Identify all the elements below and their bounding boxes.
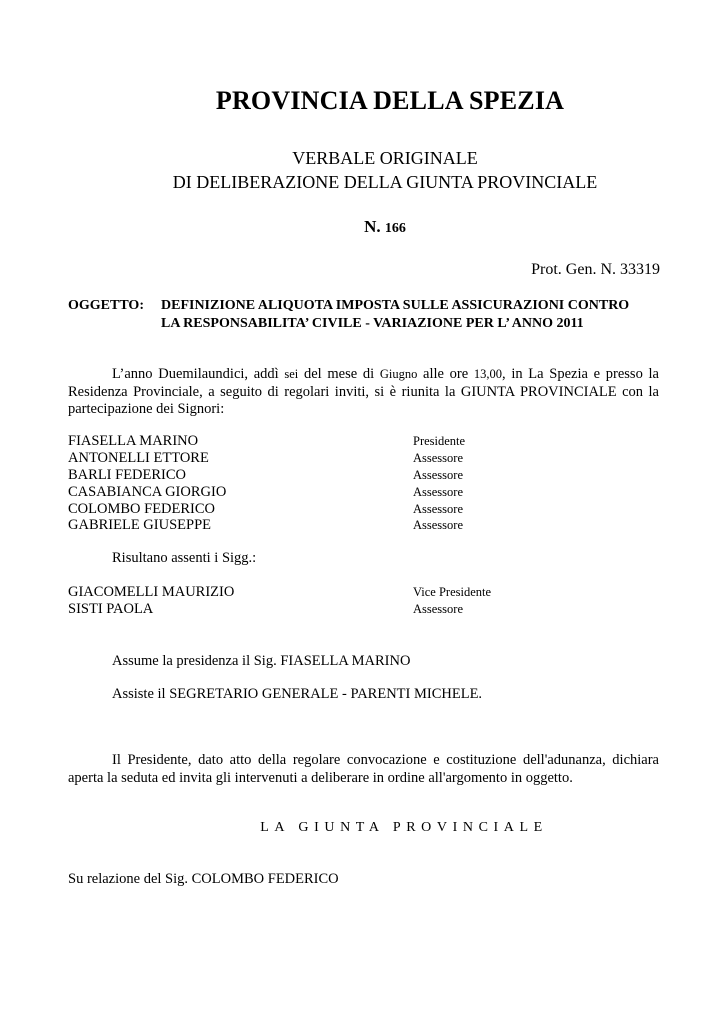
document-subtitle-line1: VERBALE ORIGINALE — [292, 148, 478, 168]
secretary-statement: Assiste il SEGRETARIO GENERALE - PARENTI MICHELE. — [112, 686, 483, 702]
present-member-name: CASABIANCA GIORGIO — [68, 484, 227, 500]
present-member-name: BARLI FEDERICO — [68, 467, 187, 483]
absent-member-role: Vice Presidente — [413, 585, 492, 599]
intro-paragraph — [68, 366, 659, 419]
present-member-role: Presidente — [413, 434, 466, 448]
present-member-role: Assessore — [413, 502, 463, 516]
present-member-role: Assessore — [413, 468, 463, 482]
number-value: 166 — [384, 221, 406, 236]
opening-line1: Il Presidente, dato atto della regolare convocazione e costituzione dell'adunanza, dichiara — [112, 752, 659, 768]
intro-text-e: alle ore — [417, 366, 474, 382]
subject-line2: LA RESPONSABILITA’ CIVILE - VARIAZIONE PER L’ ANNO 2011 — [161, 316, 584, 331]
absent-member-name: SISTI PAOLA — [68, 601, 154, 617]
protocol-number: Prot. Gen. N. 33319 — [531, 261, 660, 278]
present-member-name: ANTONELLI ETTORE — [68, 450, 209, 466]
present-member-role: Assessore — [413, 518, 463, 532]
present-member-name: COLOMBO FEDERICO — [68, 501, 216, 517]
present-member-role: Assessore — [413, 485, 463, 499]
number-label: N. — [364, 217, 381, 236]
presidency-statement: Assume la presidenza il Sig. FIASELLA MARINO — [112, 653, 411, 669]
subject-label: OGGETTO: — [68, 298, 144, 313]
present-member-name: FIASELLA MARINO — [68, 433, 199, 449]
intro-text-g: , in La Spezia e presso la — [502, 366, 659, 382]
deliberation-number — [0, 217, 724, 237]
intro-month: Giugno — [379, 367, 418, 381]
absent-member-role: Assessore — [413, 602, 463, 616]
intro-time: 13,00 — [473, 367, 503, 381]
present-member-role: Assessore — [413, 451, 463, 465]
document-subtitle-line2: DI DELIBERAZIONE DELLA GIUNTA PROVINCIALE — [172, 172, 598, 192]
intro-text-c: del mese di — [298, 366, 380, 382]
intro-line2: Residenza Provinciale, a seguito di regolari inviti, si è riunita la GIUNTA PROVINCIALE con la — [68, 383, 659, 400]
opening-line2: aperta la seduta ed invita gli intervenuti a deliberare in ordine all'argomento in oggetto. — [68, 769, 573, 786]
rapporteur-line: Su relazione del Sig. COLOMBO FEDERICO — [68, 871, 339, 887]
document-title: PROVINCIA DELLA SPEZIA — [215, 86, 565, 115]
subject-line1: DEFINIZIONE ALIQUOTA IMPOSTA SULLE ASSICURAZIONI CONTRO — [161, 298, 630, 313]
intro-text-a: L’anno Duemilaundici, addì — [112, 366, 285, 382]
intro-line1 — [68, 366, 659, 384]
present-member-name: GABRIELE GIUSEPPE — [68, 517, 211, 533]
absent-member-name: GIACOMELLI MAURIZIO — [68, 584, 235, 600]
body-heading: LA GIUNTA PROVINCIALE — [260, 820, 548, 835]
intro-day: sei — [284, 367, 299, 381]
opening-paragraph — [68, 752, 659, 787]
absent-label: Risultano assenti i Sigg.: — [112, 550, 257, 566]
intro-line3: partecipazione dei Signori: — [68, 401, 225, 417]
